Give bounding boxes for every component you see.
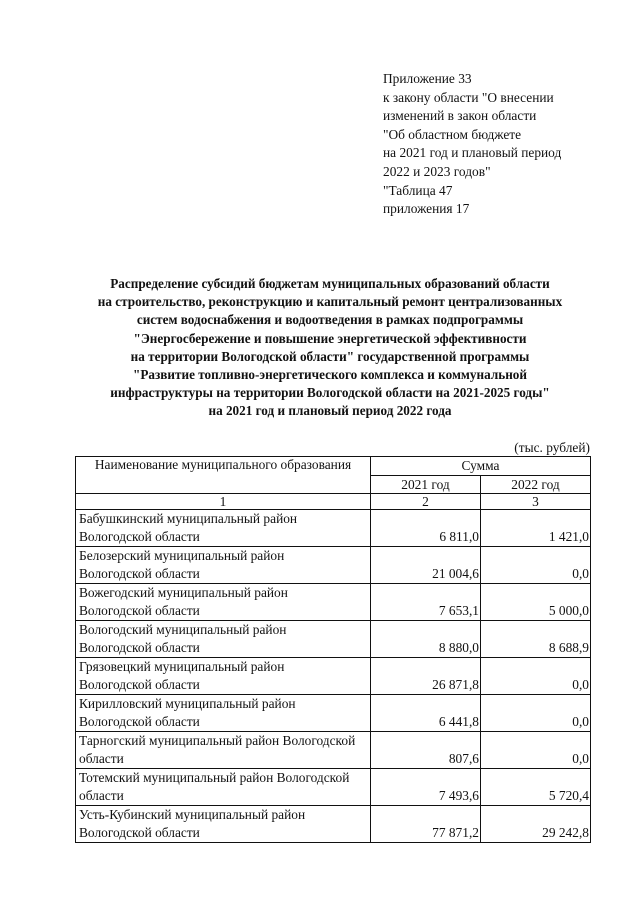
appendix-note bbox=[383, 70, 623, 219]
amount-2021: 26 871,8 bbox=[371, 658, 481, 695]
amount-2021: 77 871,2 bbox=[371, 806, 481, 843]
amount-2022: 0,0 bbox=[481, 547, 591, 584]
municipality-name-line: Тотемский муниципальный район Вологодской bbox=[79, 770, 350, 785]
municipality-name bbox=[76, 658, 371, 695]
amount-2022: 0,0 bbox=[481, 658, 591, 695]
municipality-name-line: Бабушкинский муниципальный район bbox=[79, 511, 298, 526]
title-line: на территории Вологодской области" государственной программы bbox=[130, 348, 530, 364]
title-line: Распределение субсидий бюджетам муниципальных образований области bbox=[110, 276, 550, 291]
header-name: Наименование муниципального образования bbox=[76, 457, 371, 494]
municipality-name-line: Вологодской области bbox=[79, 714, 200, 729]
municipality-name-line: Вологодской области bbox=[79, 640, 200, 655]
title-line: "Энергосбережение и повышение энергетической эффективности bbox=[133, 330, 527, 346]
municipality-name-line: Вологодской области bbox=[79, 603, 200, 618]
amount-2021: 7 493,6 bbox=[371, 769, 481, 806]
amount-2021: 7 653,1 bbox=[371, 584, 481, 621]
appendix-line: изменений в закон области bbox=[383, 108, 537, 124]
municipality-name-line: Вожегодский муниципальный район bbox=[79, 585, 288, 600]
table-header-row bbox=[76, 457, 591, 476]
amount-2022: 1 421,0 bbox=[481, 510, 591, 547]
municipality-name bbox=[76, 547, 371, 584]
appendix-line: приложения 17 bbox=[383, 201, 470, 217]
municipality-name bbox=[76, 584, 371, 621]
header-year-2021: 2021 год bbox=[371, 476, 481, 494]
appendix-line: "Таблица 47 bbox=[383, 182, 453, 198]
municipality-name-line: области bbox=[79, 788, 124, 803]
table-row bbox=[76, 806, 591, 843]
municipality-name-line: Тарногский муниципальный район Вологодской bbox=[79, 733, 356, 748]
municipality-name bbox=[76, 695, 371, 732]
title-line: инфраструктуры на территории Вологодской области на 2021-2025 годы" bbox=[110, 385, 550, 401]
amount-2022: 0,0 bbox=[481, 732, 591, 769]
municipality-name bbox=[76, 621, 371, 658]
amount-2021: 21 004,6 bbox=[371, 547, 481, 584]
municipality-name-line: Белозерский муниципальный район bbox=[79, 548, 285, 563]
amount-2022: 5 000,0 bbox=[481, 584, 591, 621]
municipality-name-line: области bbox=[79, 751, 124, 766]
title-line: систем водоснабжения и водоотведения в рамках подпрограммы bbox=[136, 312, 524, 328]
municipality-name-line: Усть-Кубинский муниципальный район bbox=[79, 807, 306, 822]
header-sum: Сумма bbox=[371, 457, 591, 476]
subsidy-table bbox=[75, 456, 591, 843]
municipality-name bbox=[76, 806, 371, 843]
title-line: на 2021 год и плановый период 2022 года bbox=[208, 403, 452, 419]
amount-2022: 29 242,8 bbox=[481, 806, 591, 843]
municipality-name-line: Вологодской области bbox=[79, 677, 200, 692]
amount-2021: 807,6 bbox=[371, 732, 481, 769]
amount-2022: 8 688,9 bbox=[481, 621, 591, 658]
appendix-line: Приложение 33 bbox=[383, 71, 472, 86]
title-line: на строительство, реконструкцию и капитальный ремонт централизованных bbox=[97, 294, 563, 310]
appendix-line: "Об областном бюджете bbox=[383, 126, 522, 142]
municipality-name-line: Вологодский муниципальный район bbox=[79, 622, 287, 637]
table-row bbox=[76, 695, 591, 732]
municipality-name-line: Вологодской области bbox=[79, 529, 200, 544]
table-row bbox=[76, 510, 591, 547]
table-row bbox=[76, 658, 591, 695]
table-row bbox=[76, 769, 591, 806]
amount-2021: 6 811,0 bbox=[371, 510, 481, 547]
table-row bbox=[76, 547, 591, 584]
municipality-name bbox=[76, 510, 371, 547]
column-number: 2 bbox=[371, 494, 481, 510]
municipality-name bbox=[76, 769, 371, 806]
municipality-name-line: Грязовецкий муниципальный район bbox=[79, 659, 285, 674]
appendix-line: 2022 и 2023 годов" bbox=[383, 163, 491, 179]
municipality-name-line: Кирилловский муниципальный район bbox=[79, 696, 296, 711]
column-number-row bbox=[76, 494, 591, 510]
municipality-name-line: Вологодской области bbox=[79, 825, 200, 840]
amount-2021: 8 880,0 bbox=[371, 621, 481, 658]
amount-2022: 0,0 bbox=[481, 695, 591, 732]
column-number: 3 bbox=[481, 494, 591, 510]
table-row bbox=[76, 732, 591, 769]
title-line: "Развитие топливно-энергетического комплекса и коммунальной bbox=[133, 367, 527, 383]
unit-label: (тыс. рублей) bbox=[514, 440, 590, 455]
column-number: 1 bbox=[76, 494, 371, 510]
municipality-name bbox=[76, 732, 371, 769]
appendix-line: на 2021 год и плановый период bbox=[383, 145, 562, 161]
appendix-line: к закону области "О внесении bbox=[383, 89, 554, 105]
municipality-name-line: Вологодской области bbox=[79, 566, 200, 581]
table-row bbox=[76, 621, 591, 658]
header-year-2022: 2022 год bbox=[481, 476, 591, 494]
amount-2022: 5 720,4 bbox=[481, 769, 591, 806]
table-row bbox=[76, 584, 591, 621]
amount-2021: 6 441,8 bbox=[371, 695, 481, 732]
document-title bbox=[60, 275, 600, 421]
